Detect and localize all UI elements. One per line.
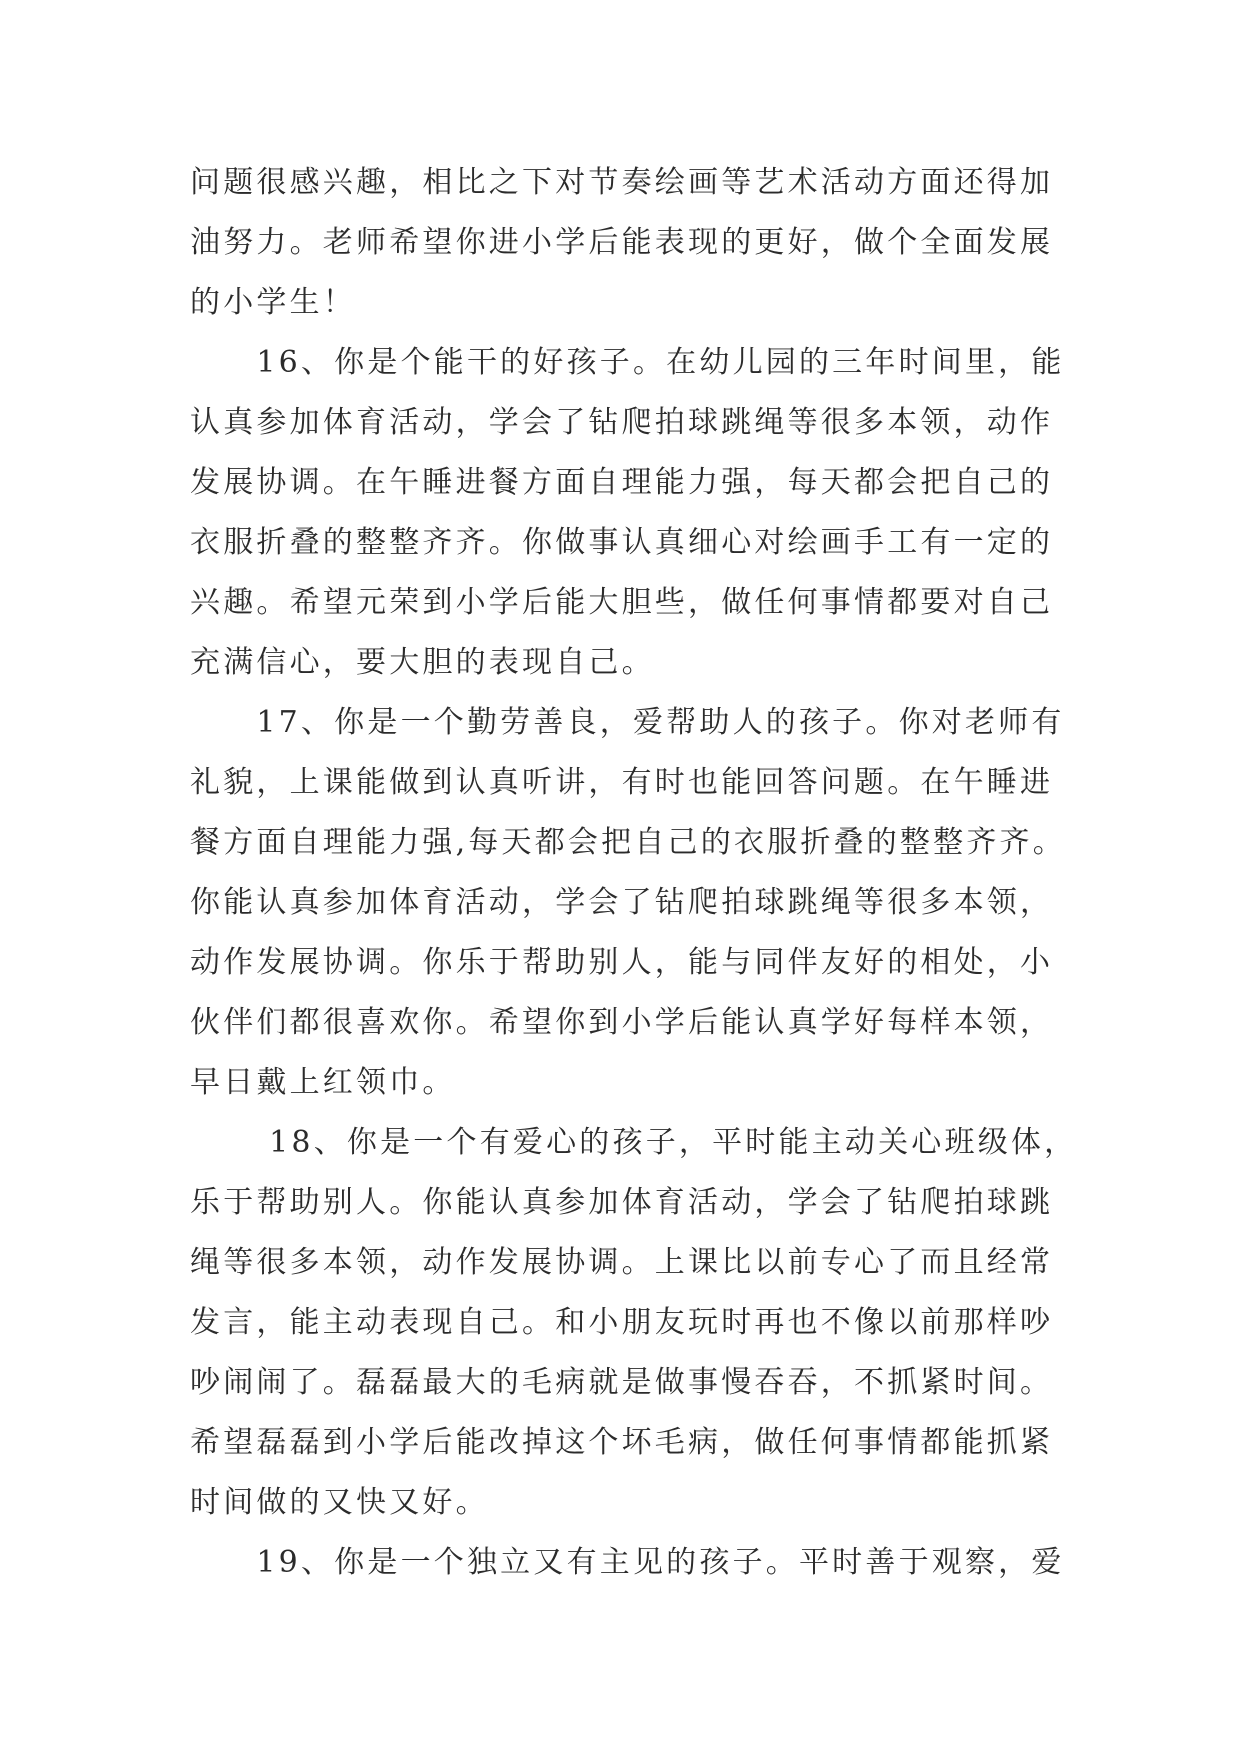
text-line: 早日戴上红领巾。 — [190, 1065, 456, 1100]
text-line: 油努力。老师希望你进小学后能表现的更好，做个全面发展 — [190, 225, 1054, 260]
text-line: 兴趣。希望元荣到小学后能大胆些，做任何事情都要对自己 — [190, 585, 1054, 620]
text-line: 绳等很多本领，动作发展协调。上课比以前专心了而且经常 — [190, 1245, 1054, 1280]
text-line: 认真参加体育活动，学会了钻爬拍球跳绳等很多本领，动作 — [190, 405, 1054, 440]
text-line: 问题很感兴趣，相比之下对节奏绘画等艺术活动方面还得加 — [190, 165, 1054, 200]
text-line: 你能认真参加体育活动，学会了钻爬拍球跳绳等很多本领， — [190, 885, 1054, 920]
text-line: 发言，能主动表现自己。和小朋友玩时再也不像以前那样吵 — [190, 1305, 1054, 1340]
text-line: 的小学生！ — [190, 285, 356, 320]
paragraph-19-first-line: 19、你是一个独立又有主见的孩子。平时善于观察，爱 — [190, 1545, 1065, 1580]
paragraph-17-first-line: 17、你是一个勤劳善良，爱帮助人的孩子。你对老师有 — [190, 705, 1065, 740]
text-line: 礼貌，上课能做到认真听讲，有时也能回答问题。在午睡进 — [190, 765, 1054, 800]
text-line: 希望磊磊到小学后能改掉这个坏毛病，做任何事情都能抓紧 — [190, 1425, 1054, 1460]
paragraph-18-first-line: 18、你是一个有爱心的孩子，平时能主动关心班级体， — [190, 1125, 1078, 1160]
text-line: 餐方面自理能力强,每天都会把自己的衣服折叠的整整齐齐。 — [190, 825, 1066, 860]
text-line: 伙伴们都很喜欢你。希望你到小学后能认真学好每样本领， — [190, 1005, 1054, 1040]
text-line: 吵闹闹了。磊磊最大的毛病就是做事慢吞吞，不抓紧时间。 — [190, 1365, 1054, 1400]
text-line: 发展协调。在午睡进餐方面自理能力强，每天都会把自己的 — [190, 465, 1054, 500]
text-line: 衣服折叠的整整齐齐。你做事认真细心对绘画手工有一定的 — [190, 525, 1054, 560]
text-line: 动作发展协调。你乐于帮助别人，能与同伴友好的相处，小 — [190, 945, 1054, 980]
text-line: 充满信心，要大胆的表现自己。 — [190, 645, 655, 680]
text-line: 时间做的又快又好。 — [190, 1485, 489, 1520]
paragraph-16-first-line: 16、你是个能干的好孩子。在幼儿园的三年时间里，能 — [190, 345, 1065, 380]
text-line: 乐于帮助别人。你能认真参加体育活动，学会了钻爬拍球跳 — [190, 1185, 1054, 1220]
